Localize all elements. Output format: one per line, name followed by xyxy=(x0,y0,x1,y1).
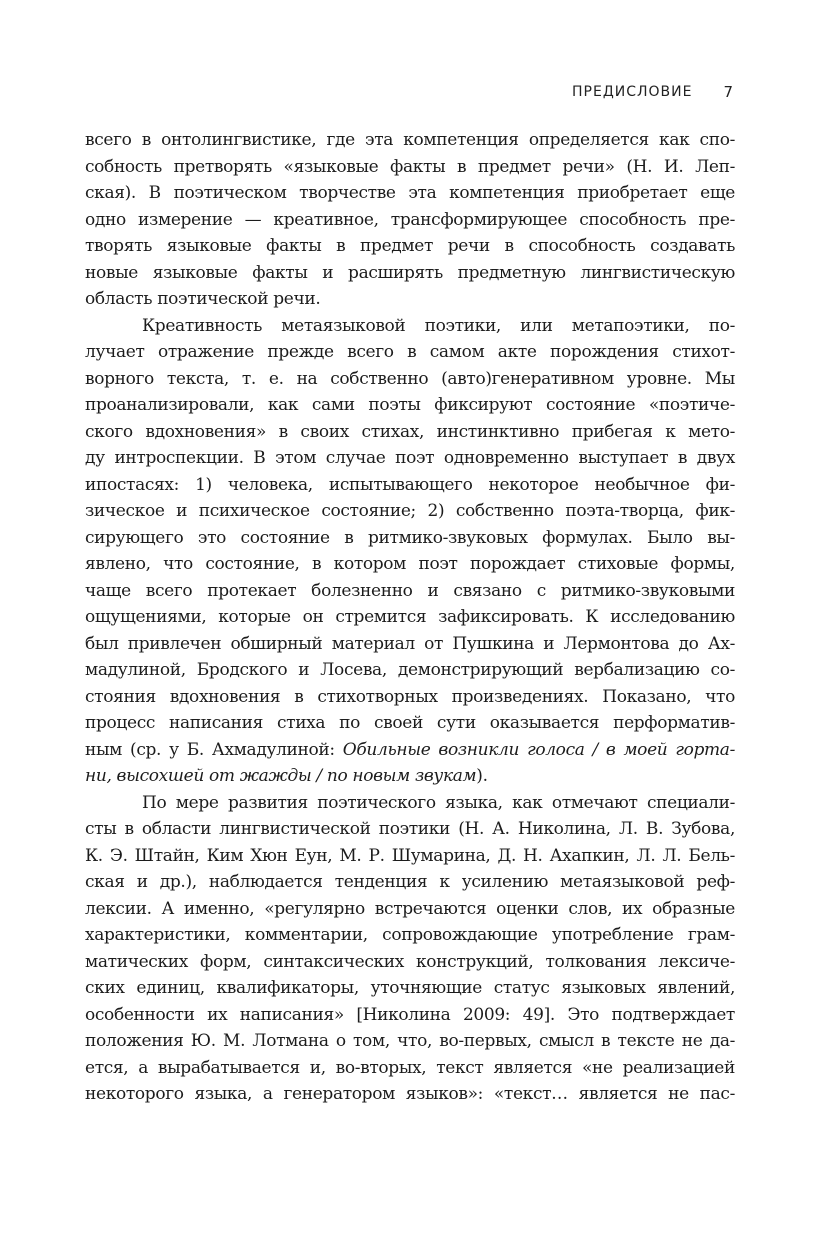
italic-quote: Обильные возникли голоса / в моей горта- xyxy=(342,739,735,760)
text-line: ская). В поэтическом творчестве эта компетенция приобретает еще xyxy=(85,183,735,203)
text-line: сирующего это состояние в ритмико-звуковых формулах. Было вы- xyxy=(85,527,735,548)
italic-quote: ни, высохшей от жажды / по новым звукам xyxy=(85,766,477,786)
text-line: стояния вдохновения в стихотворных произведениях. Показано, что xyxy=(85,686,735,707)
text-line: сты в области лингвистической поэтики (Н. А. Николина, Л. В. Зубова, xyxy=(85,819,735,839)
text-line: ская и др.), наблюдается тенденция к усилению метаязыковой реф- xyxy=(85,872,735,892)
text-line-quote-end xyxy=(85,763,735,790)
text-line: ду интроспекции. В этом случае поэт одновременно выступает в двух xyxy=(85,448,735,468)
text-line: ется, а вырабатывается и, во-вторых, текст является «не реализацией xyxy=(85,1057,735,1078)
text-run: ). xyxy=(476,766,488,786)
text-line-quote-start xyxy=(85,737,735,764)
text-line: ворного текста, т. е. на собственно (авто)генеративном уровне. Мы xyxy=(85,368,735,389)
text-line: лучает отражение прежде всего в самом акте порождения стихот- xyxy=(85,342,735,362)
text-line: Креативность метаязыковой поэтики, или метапоэтики, по- xyxy=(142,315,735,336)
text-line: процесс написания стиха по своей сути оказывается перформатив- xyxy=(85,713,735,733)
text-line: творять языковые факты в предмет речи в способность создавать xyxy=(85,236,735,256)
text-line: положения Ю. М. Лотмана о том, что, во-первых, смысл в тексте не да- xyxy=(85,1031,735,1051)
text-line: матических форм, синтаксических конструкций, толкования лексиче- xyxy=(85,951,735,972)
text-line: зическое и психическое состояние; 2) собственно поэта-творца, фик- xyxy=(85,501,735,521)
text-line: лексии. А именно, «регулярно встречаются оценки слов, их образные xyxy=(85,898,735,919)
text-line: особенности их написания» [Николина 2009: 49]. Это подтверждает xyxy=(85,1004,735,1025)
text-line: чаще всего протекает болезненно и связано с ритмико-звуковыми xyxy=(85,580,735,601)
text-line: К. Э. Штайн, Ким Хюн Еун, М. Р. Шумарина, Д. Н. Ахапкин, Л. Л. Бель- xyxy=(85,845,735,866)
text-line: проанализировали, как сами поэты фиксируют состояние «поэтиче- xyxy=(85,395,735,415)
text-line: ипостасях: 1) человека, испытывающего некоторое необычное фи- xyxy=(85,474,735,495)
page-number: 7 xyxy=(723,83,734,101)
text-line: характеристики, комментарии, сопровождающие употребление грам- xyxy=(85,925,735,945)
text-line: ских единиц, квалификаторы, уточняющие статус языковых явлений, xyxy=(85,978,735,998)
text-line: ощущениями, которые он стремится зафиксировать. К исследованию xyxy=(85,607,735,627)
text-line: ского вдохновения» в своих стихах, инстинктивно прибегая к мето- xyxy=(85,421,735,442)
text-run: ным (ср. у Б. Ахмадулиной: xyxy=(85,739,343,760)
text-line: По мере развития поэтического языка, как отмечают специали- xyxy=(142,792,735,813)
body-text xyxy=(85,127,735,1108)
text-line: всего в онтолингвистике, где эта компетенция определяется как спо- xyxy=(85,130,735,150)
running-head xyxy=(572,84,734,106)
text-line: новые языковые факты и расширять предметную лингвистическую xyxy=(85,262,735,283)
text-line: некоторого языка, а генератором языков»: «текст… является не пас- xyxy=(85,1084,735,1104)
text-line: был привлечен обширный материал от Пушкина и Лермонтова до Ах- xyxy=(85,633,735,654)
text-line: одно измерение — креативное, трансформирующее способность пре- xyxy=(85,209,735,230)
text-line: область поэтической речи. xyxy=(85,289,321,309)
text-line: мадулиной, Бродского и Лосева, демонстрирующий вербализацию со- xyxy=(85,660,735,680)
text-line: собность претворять «языковые факты в предмет речи» (Н. И. Леп- xyxy=(85,156,735,177)
text-line: явлено, что состояние, в котором поэт порождает стиховые формы, xyxy=(85,554,735,574)
section-title: ПРЕДИСЛОВИЕ xyxy=(572,84,693,100)
